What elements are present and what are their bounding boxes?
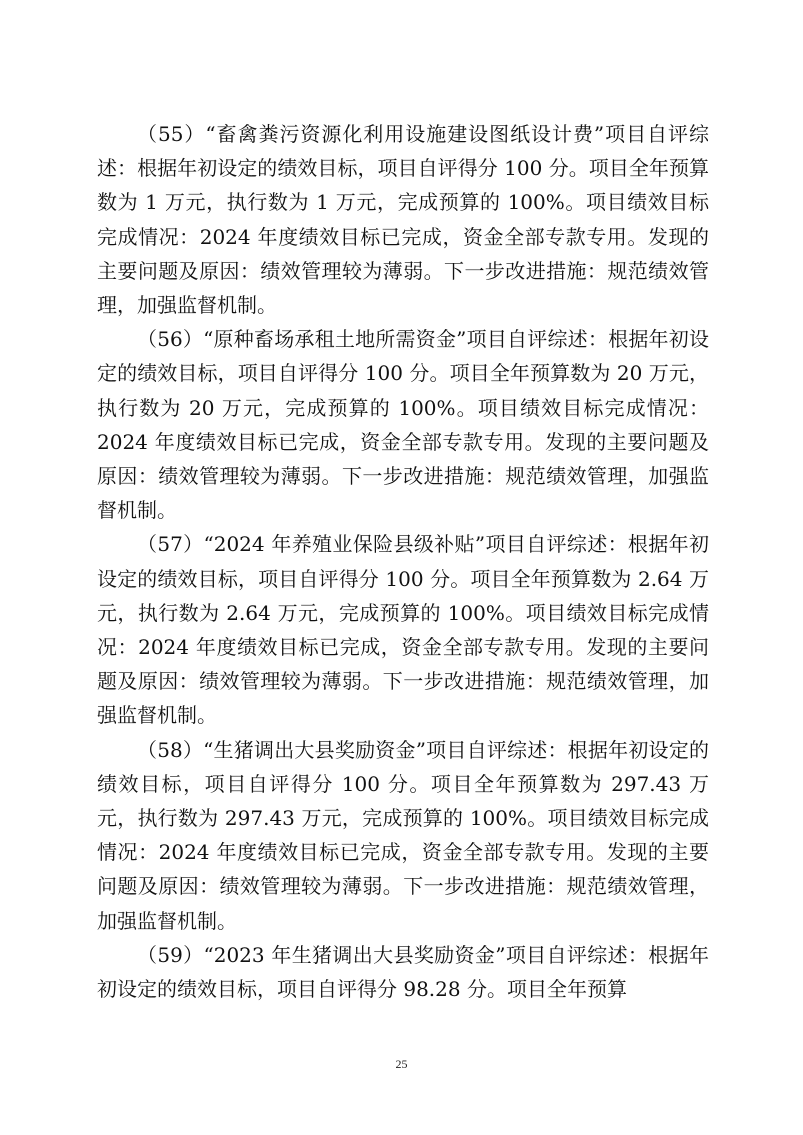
paragraph-item-57: （57）“2024 年养殖业保险县级补贴”项目自评综述：根据年初设定的绩效目标，项目自评得分 100 分。项目全年预算数为 2.64 万元，执行数为 2.64 万元，完成预算的 100%。项目绩效目标完成情况：2024 年度绩效目标已完成，资金全部专款专用。发现的主要问题及原因：绩效管理较为薄弱。下一步改进措施：规范绩效管理，加强监督机制。 [97,532,709,728]
paragraph-item-56: （56）“原种畜场承租土地所需资金”项目自评综述：根据年初设定的绩效目标，项目自评得分 100 分。项目全年预算数为 20 万元，执行数为 20 万元，完成预算的 100%。项目绩效目标完成情况：2024 年度绩效目标已完成，资金全部专款专用。发现的主要问题及原因：绩效管理较为薄弱。下一步改进措施：规范绩效管理，加强监督机制。 [97,327,709,523]
body-text [97,117,709,1006]
paragraph-item-58: （58）“生猪调出大县奖励资金”项目自评综述：根据年初设定的绩效目标，项目自评得分 100 分。项目全年预算数为 297.43 万元，执行数为 297.43 万元，完成预算的 100%。项目绩效目标完成情况：2024 年度绩效目标已完成，资金全部专款专用。发现的主要问题及原因：绩效管理较为薄弱。下一步改进措施：规范绩效管理，加强监督机制。 [97,737,709,933]
paragraph-item-59: （59）“2023 年生猪调出大县奖励资金”项目自评综述：根据年初设定的绩效目标，项目自评得分 98.28 分。项目全年预算 [97,942,709,1002]
page-number: 25 [395,1057,408,1071]
paragraph-item-55: （55）“畜禽粪污资源化利用设施建设图纸设计费”项目自评综述：根据年初设定的绩效目标，项目自评得分 100 分。项目全年预算数为 1 万元，执行数为 1 万元，完成预算的 100%。项目绩效目标完成情况：2024 年度绩效目标已完成，资金全部专款专用。发现的主要问题及原因：绩效管理较为薄弱。下一步改进措施：规范绩效管理，加强监督机制。 [97,122,709,318]
